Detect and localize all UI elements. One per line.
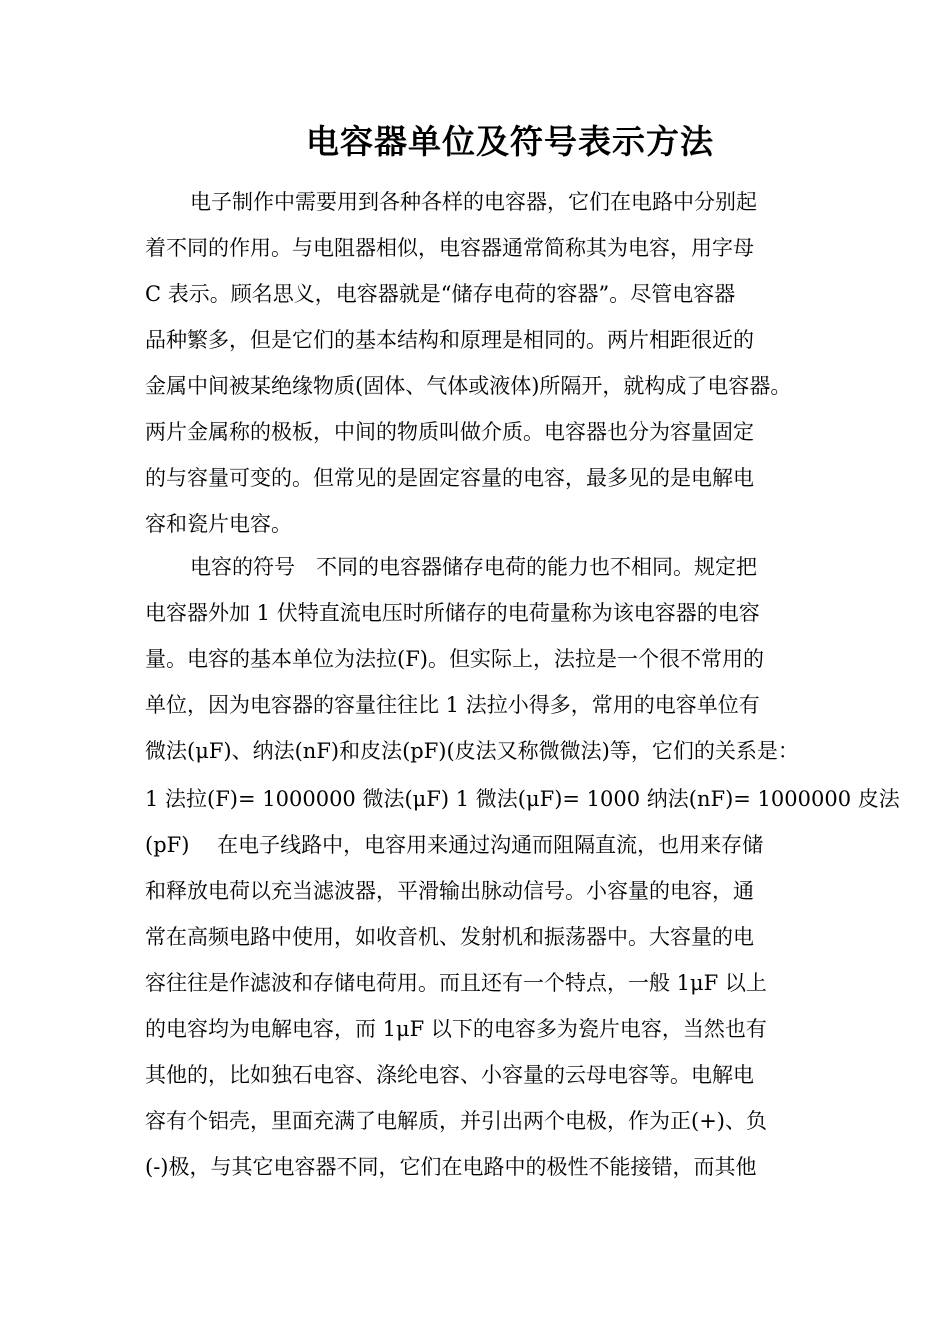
paragraph-line: 品种繁多，但是它们的基本结构和原理是相同的。两片相距很近的 — [145, 328, 754, 352]
paragraph-line: 电子制作中需要用到各种各样的电容器，它们在电路中分别起 — [190, 190, 757, 214]
paragraph-line: 电容的符号 不同的电容器储存电荷的能力也不相同。规定把 — [190, 555, 757, 579]
paragraph-line: C 表示。顾名思义，电容器就是“储存电荷的容器”。尽管电容器 — [145, 282, 736, 306]
paragraph-line: 1 法拉(F)= 1000000 微法(μF) 1 微法(μF)= 1000 纳法(nF)= 1000000 皮法 — [145, 787, 900, 811]
paragraph-line: (-)极，与其它电容器不同，它们在电路中的极性不能接错，而其他 — [145, 1155, 757, 1179]
paragraph-line: 着不同的作用。与电阻器相似，电容器通常简称其为电容，用字母 — [145, 236, 754, 260]
paragraph-line: 容往往是作滤波和存储电荷用。而且还有一个特点，一般 1μF 以上 — [145, 971, 767, 995]
paragraph-line: 其他的，比如独石电容、涤纶电容、小容量的云母电容等。电解电 — [145, 1063, 754, 1087]
paragraph-line: 容有个铝壳，里面充满了电解质，并引出两个电极，作为正(+)、负 — [145, 1109, 767, 1133]
paragraph-line: 微法(μF)、纳法(nF)和皮法(pF)(皮法又称微微法)等，它们的关系是： — [145, 739, 799, 763]
paragraph-line: 容和瓷片电容。 — [145, 512, 292, 536]
paragraph-line: 量。电容的基本单位为法拉(F)。但实际上，法拉是一个很不常用的 — [145, 647, 764, 671]
paragraph-line: 的与容量可变的。但常见的是固定容量的电容，最多见的是电解电 — [145, 466, 754, 490]
paragraph-line: 常在高频电路中使用，如收音机、发射机和振荡器中。大容量的电 — [145, 925, 754, 949]
paragraph-line: 的电容均为电解电容，而 1μF 以下的电容多为瓷片电容，当然也有 — [145, 1017, 767, 1041]
paragraph-line: 金属中间被某绝缘物质(固体、气体或液体)所隔开，就构成了电容器。 — [145, 374, 792, 398]
paragraph-line: 电容器外加 1 伏特直流电压时所储存的电荷量称为该电容器的电容 — [145, 601, 760, 625]
paragraph-line: 两片金属称的极板，中间的物质叫做介质。电容器也分为容量固定 — [145, 420, 754, 444]
paragraph-line: 和释放电荷以充当滤波器，平滑输出脉动信号。小容量的电容，通 — [145, 879, 754, 903]
document-title: 电容器单位及符号表示方法 — [306, 122, 714, 161]
paragraph-line: 单位，因为电容器的容量往往比 1 法拉小得多，常用的电容单位有 — [145, 693, 760, 717]
paragraph-line: (pF) 在电子线路中，电容用来通过沟通而阻隔直流，也用来存储 — [145, 833, 764, 857]
